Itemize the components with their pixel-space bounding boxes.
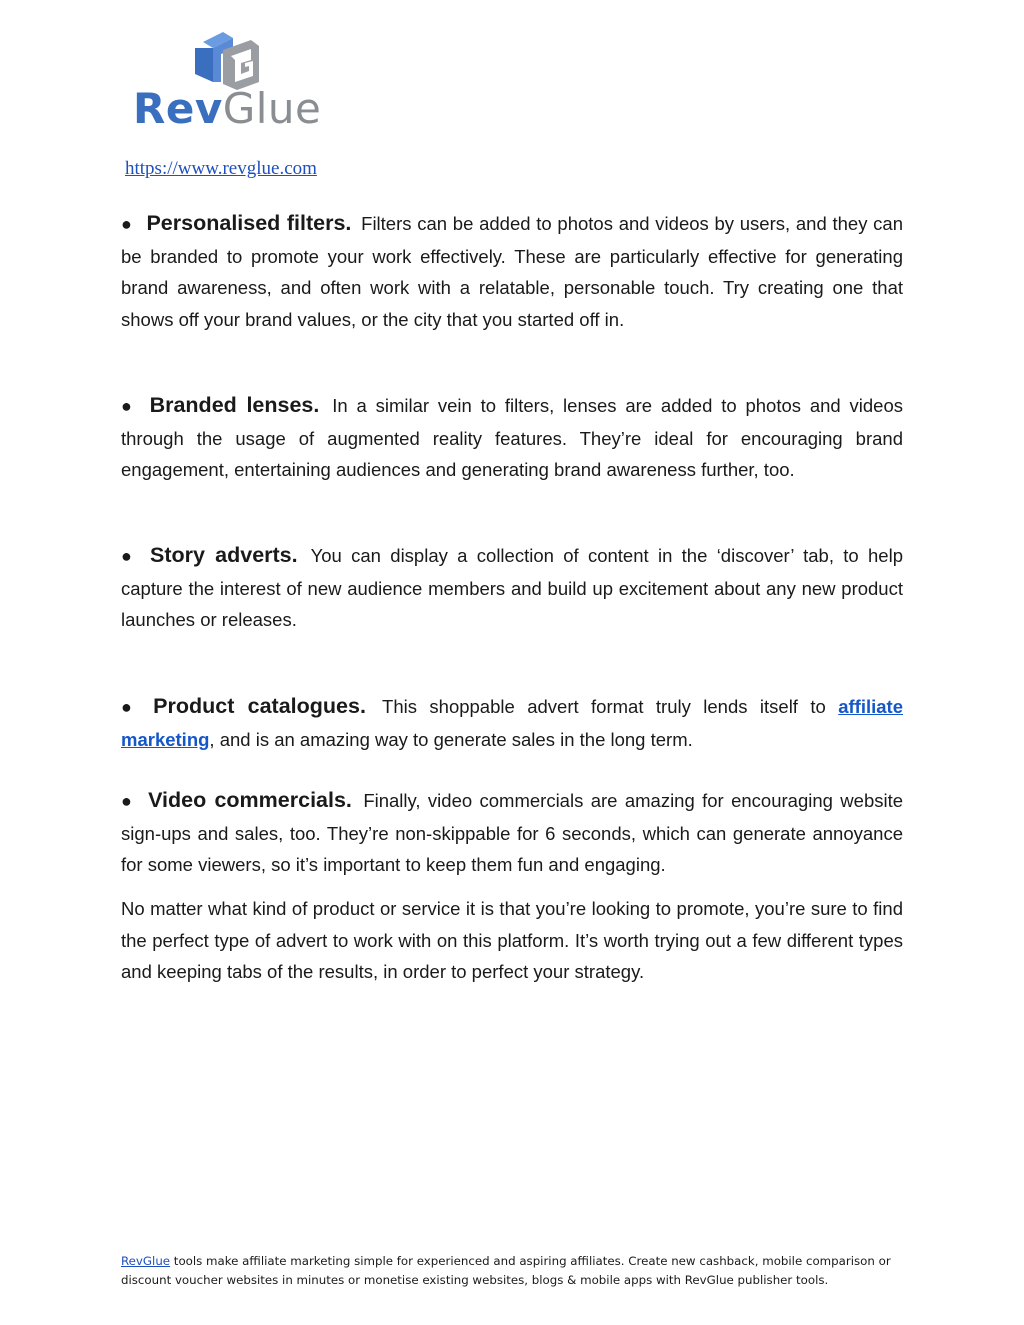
section-product-catalogues	[121, 691, 903, 755]
section-branded-lenses	[121, 390, 903, 486]
revglue-cube-icon	[193, 30, 261, 90]
section-story-adverts	[121, 540, 903, 636]
section-heading: Story adverts.	[150, 543, 298, 567]
footer-revglue-link[interactable]: RevGlue	[121, 1254, 171, 1268]
bullet-icon: ●	[121, 214, 133, 234]
section-text: You can display a collection of content in the ‘discover’ tab, to help capture the interest of new audience members and build up excitement about any new product launches or releases.	[121, 545, 903, 630]
section-text: In a similar vein to filters, lenses are added to photos and videos through the usage of augmented reality features. They’re ideal for encouraging brand engagement, entertaining audiences and generating brand awareness further, too.	[121, 395, 904, 480]
footer-text: tools make affiliate marketing simple for experienced and aspiring affiliates. Create new cashback, mobile comparison or discount voucher websites in minutes or monetise existing websites, blogs & mobile apps with RevGlue publisher tools.	[121, 1254, 891, 1287]
bullet-icon: ●	[121, 697, 140, 717]
logo-glue: Glue	[222, 84, 322, 133]
section-text-after: , and is an amazing way to generate sales in the long term.	[209, 728, 693, 750]
footer-note	[121, 1252, 911, 1290]
section-heading: Branded lenses.	[149, 393, 320, 417]
section-video-commercials	[121, 785, 903, 881]
logo-wordmark	[133, 84, 322, 133]
affiliate-marketing-link[interactable]: affiliate marketing	[121, 696, 903, 750]
section-text: Filters can be added to photos and videos by users, and they can be branded to promote your work effectively. These are particularly effective for generating brand awareness, and often work with a relatable, personable touch. Try creating one that shows off your brand values, or the city that you started off in.	[121, 213, 903, 330]
section-personalised-filters	[121, 208, 903, 335]
bullet-icon: ●	[121, 396, 136, 416]
section-heading: Personalised filters.	[146, 211, 352, 235]
section-heading: Video commercials.	[148, 788, 352, 812]
bullet-icon: ●	[121, 546, 137, 566]
revglue-logo	[133, 30, 323, 133]
section-text-before: This shoppable advert format truly lends itself to	[382, 696, 826, 717]
section-text: Finally, video commercials are amazing for encouraging website sign-ups and sales, too. They’re non-skippable for 6 seconds, which can generate annoyance for some viewers, so it’s important to keep them fun and engaging.	[121, 790, 904, 875]
logo-rev: Rev	[133, 84, 223, 133]
bullet-icon: ●	[121, 791, 135, 811]
website-link[interactable]: https://www.revglue.com	[125, 158, 317, 179]
closing-paragraph: No matter what kind of product or service it is that you’re looking to promote, you’re sure to find the perfect type of advert to work with on this platform. It’s worth trying out a few different types and keeping tabs of the results, in order to perfect your strategy.	[121, 898, 903, 982]
section-heading: Product catalogues.	[153, 694, 366, 718]
